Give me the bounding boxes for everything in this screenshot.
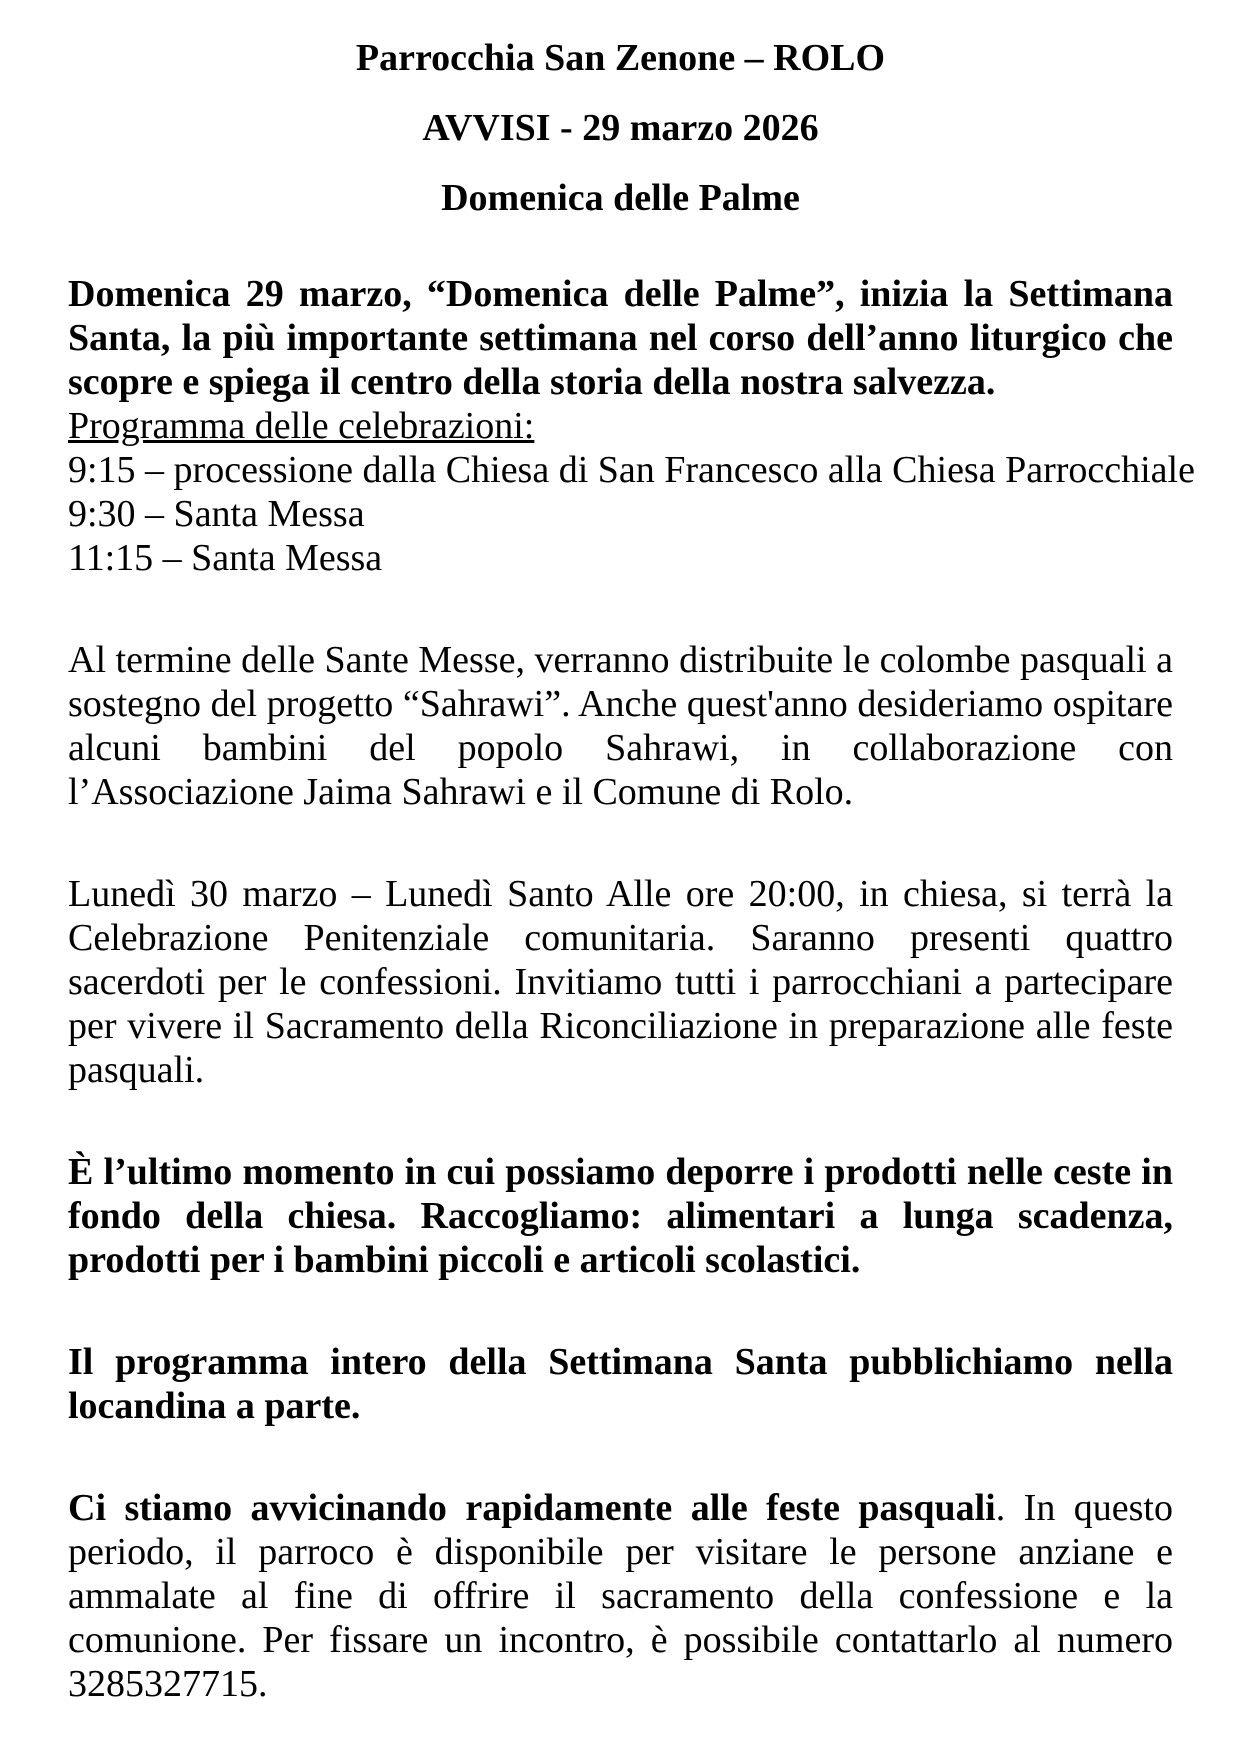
penitential-celebration-paragraph: Lunedì 30 marzo – Lunedì Santo Alle ore 20:00, in chiesa, si terrà la Celebrazione Penitenziale comunitaria. Saranno presenti quattro sacerdoti per le confessioni. Invitiamo tutti i parrocchiani a partecipare per vivere il Sacramento della Riconciliazione in preparazione alle feste pasquali. (68, 873, 1173, 1091)
parish-title: Parrocchia San Zenone – ROLO (355, 37, 886, 79)
phone-number: 3285327715 (68, 1663, 258, 1705)
program-item-procession: 9:15 – processione dalla Chiesa di San Francesco alla Chiesa Parrocchiale (68, 449, 1195, 491)
closing-lead-bold: Ci stiamo avvicinando rapidamente alle feste pasquali (68, 1487, 996, 1529)
celebrations-program (68, 404, 1195, 580)
closing-period: . (258, 1663, 268, 1705)
food-collection-paragraph: È l’ultimo momento in cui possiamo deporre i prodotti nelle ceste in fondo della chiesa. Raccogliamo: alimentari a lunga scadenza, prodotti per i bambini piccoli e articoli scolastici. (68, 1151, 1173, 1281)
colombe-sahrawi-paragraph: Al termine delle Sante Messe, verranno distribuite le colombe pasquali a sostegno del progetto “Sahrawi”. Anche quest'anno desideriamo ospitare alcuni bambini del popolo Sahrawi, in collaborazione con l’Associazione Jaima Sahrawi e il Comune di Rolo. (68, 639, 1173, 813)
program-item-mass-1115: 11:15 – Santa Messa (68, 537, 383, 579)
program-heading: Programma delle celebrazioni: (68, 405, 535, 447)
feast-day-title: Domenica delle Palme (441, 177, 800, 219)
closing-text: . In questo periodo, il parroco è disponibile per visitare le persone anziane e ammalate al fine di offrire il sacramento della confessione e la comunione. Per fissare un incontro, è possibile contattarlo al numero (68, 1487, 1173, 1661)
holy-week-poster-paragraph: Il programma intero della Settimana Santa pubblichiamo nella locandina a parte. (68, 1341, 1173, 1427)
intro-paragraph: Domenica 29 marzo, “Domenica delle Palme”, inizia la Settimana Santa, la più importante settimana nel corso dell’anno liturgico che scopre e spiega il centro della storia della nostra salvezza. (68, 273, 1173, 403)
program-item-mass-930: 9:30 – Santa Messa (68, 493, 365, 535)
bulletin-date-title: AVVISI - 29 marzo 2026 (422, 107, 819, 149)
closing-paragraph (68, 1486, 1173, 1706)
